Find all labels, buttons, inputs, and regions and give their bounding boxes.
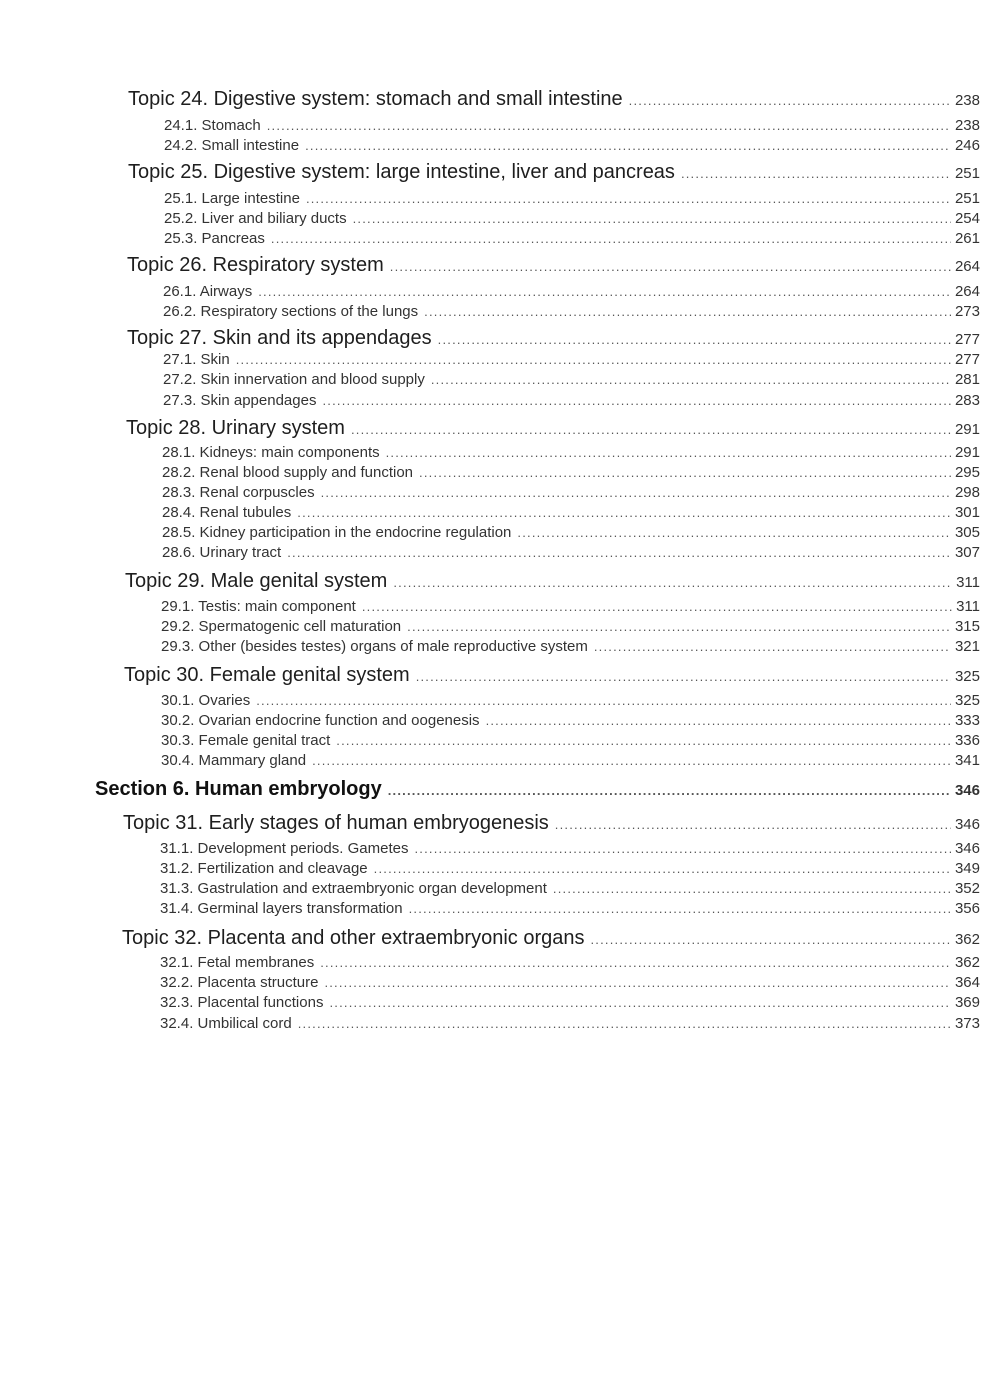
toc-entry-title: 25.3. Pancreas xyxy=(164,230,265,247)
dot-leader xyxy=(681,166,951,181)
toc-topic-row[interactable] xyxy=(122,927,980,950)
toc-entry-title: 24.2. Small intestine xyxy=(164,137,300,154)
toc-entry-title: 31.3. Gastrulation and extraembryonic organ development xyxy=(160,880,547,897)
toc-entry-title: 30.4. Mammary gland xyxy=(161,752,307,769)
toc-subtopic-row[interactable] xyxy=(161,732,980,749)
toc-subtopic-row[interactable] xyxy=(163,371,980,388)
toc-topic-row[interactable] xyxy=(128,161,980,184)
dot-leader xyxy=(409,901,951,916)
toc-topic-row[interactable] xyxy=(123,812,980,835)
dot-leader xyxy=(486,713,951,728)
dot-leader xyxy=(390,259,951,274)
dot-leader xyxy=(393,575,952,590)
dot-leader xyxy=(297,505,951,520)
toc-subtopic-row[interactable] xyxy=(162,444,980,461)
toc-topic-row[interactable] xyxy=(126,417,980,440)
dot-leader xyxy=(322,393,951,408)
toc-page-number: 238 xyxy=(954,117,980,134)
toc-page-number: 369 xyxy=(954,994,980,1011)
toc-entry-title: 29.2. Spermatogenic cell maturation xyxy=(161,618,402,635)
toc-entry-title: 26.2. Respiratory sections of the lungs xyxy=(163,303,419,320)
toc-entry-title: 30.2. Ovarian endocrine function and oogenesis xyxy=(161,712,480,729)
toc-topic-row[interactable] xyxy=(127,254,980,277)
toc-section-row[interactable] xyxy=(95,778,980,801)
toc-page-number: 251 xyxy=(954,165,980,182)
toc-entry-title: 31.2. Fertilization and cleavage xyxy=(160,860,368,877)
toc-entry-title: 31.1. Development periods. Gametes xyxy=(160,840,409,857)
dot-leader xyxy=(336,733,951,748)
toc-page-number: 264 xyxy=(954,258,980,275)
toc-entry-title: 26.1. Airways xyxy=(163,283,253,300)
toc-page-number: 301 xyxy=(954,504,980,521)
toc-page-number: 273 xyxy=(954,303,980,320)
dot-leader xyxy=(351,422,951,437)
toc-subtopic-row[interactable] xyxy=(164,190,980,207)
toc-page-number: 336 xyxy=(954,732,980,749)
dot-leader xyxy=(388,783,951,798)
dot-leader xyxy=(353,211,951,226)
toc-subtopic-row[interactable] xyxy=(164,230,980,247)
toc-subtopic-row[interactable] xyxy=(160,860,980,877)
toc-entry-title: 30.1. Ovaries xyxy=(161,692,251,709)
toc-page-number: 264 xyxy=(954,283,980,300)
dot-leader xyxy=(407,619,951,634)
toc-subtopic-row[interactable] xyxy=(161,692,980,709)
toc-entry-title: 29.1. Testis: main component xyxy=(161,598,356,615)
toc-page-number: 346 xyxy=(954,840,980,857)
toc-subtopic-row[interactable] xyxy=(163,283,980,300)
toc-page-number: 352 xyxy=(954,880,980,897)
toc-entry-title: 28.6. Urinary tract xyxy=(162,544,282,561)
toc-subtopic-row[interactable] xyxy=(162,524,980,541)
toc-subtopic-row[interactable] xyxy=(161,598,980,615)
toc-subtopic-row[interactable] xyxy=(160,954,980,971)
toc-subtopic-row[interactable] xyxy=(164,137,980,154)
toc-entry-title: Topic 25. Digestive system: large intestine, liver and pancreas xyxy=(128,161,675,183)
toc-page-number: 283 xyxy=(954,392,980,409)
toc-subtopic-row[interactable] xyxy=(160,994,980,1011)
dot-leader xyxy=(321,485,951,500)
toc-entry-title: 28.4. Renal tubules xyxy=(162,504,292,521)
toc-topic-row[interactable] xyxy=(127,327,980,350)
toc-page-number: 362 xyxy=(954,954,980,971)
dot-leader xyxy=(329,995,951,1010)
toc-entry-title: 32.3. Placental functions xyxy=(160,994,324,1011)
toc-topic-row[interactable] xyxy=(125,570,980,593)
dot-leader xyxy=(416,669,951,684)
dot-leader xyxy=(258,284,951,299)
dot-leader xyxy=(414,841,951,856)
toc-page-number: 356 xyxy=(954,900,980,917)
toc-entry-title: Topic 24. Digestive system: stomach and small intestine xyxy=(128,88,623,110)
toc-subtopic-row[interactable] xyxy=(161,752,980,769)
toc-page-number: 315 xyxy=(954,618,980,635)
toc-page-number: 277 xyxy=(954,351,980,368)
dot-leader xyxy=(386,445,951,460)
toc-page-number: 346 xyxy=(954,816,980,833)
dot-leader xyxy=(424,304,951,319)
toc-entry-title: 29.3. Other (besides testes) organs of male reproductive system xyxy=(161,638,588,655)
toc-entry-title: 31.4. Germinal layers transformation xyxy=(160,900,403,917)
toc-subtopic-row[interactable] xyxy=(162,544,980,561)
toc-page-number: 325 xyxy=(954,692,980,709)
toc-page-number: 261 xyxy=(954,230,980,247)
toc-entry-title: Topic 27. Skin and its appendages xyxy=(127,327,432,349)
dot-leader xyxy=(374,861,951,876)
toc-subtopic-row[interactable] xyxy=(160,840,980,857)
dot-leader xyxy=(306,191,951,206)
toc-entry-title: Topic 30. Female genital system xyxy=(124,664,410,686)
toc-page-number: 311 xyxy=(956,574,980,591)
toc-page-number: 254 xyxy=(954,210,980,227)
toc-page-number: 364 xyxy=(954,974,980,991)
toc-subtopic-row[interactable] xyxy=(163,303,980,320)
dot-leader xyxy=(419,465,951,480)
toc-page-number: 238 xyxy=(954,92,980,109)
toc-page-number: 333 xyxy=(954,712,980,729)
toc-entry-title: 32.4. Umbilical cord xyxy=(160,1015,292,1032)
toc-entry-title: Topic 28. Urinary system xyxy=(126,417,345,439)
toc-entry-title: 32.1. Fetal membranes xyxy=(160,954,315,971)
toc-subtopic-row[interactable] xyxy=(162,464,980,481)
toc-topic-row[interactable] xyxy=(128,88,980,111)
toc-subtopic-row[interactable] xyxy=(160,1015,980,1032)
toc-page-number: 362 xyxy=(954,931,980,948)
toc-entry-title: Topic 31. Early stages of human embryogenesis xyxy=(123,812,549,834)
toc-page-number: 298 xyxy=(954,484,980,501)
toc-subtopic-row[interactable] xyxy=(161,638,980,655)
dot-leader xyxy=(517,525,951,540)
toc-page-number: 373 xyxy=(954,1015,980,1032)
toc-entry-title: 32.2. Placenta structure xyxy=(160,974,319,991)
dot-leader xyxy=(431,372,951,387)
toc-page-number: 325 xyxy=(954,668,980,685)
toc-subtopic-row[interactable] xyxy=(161,618,980,635)
toc-entry-title: Topic 26. Respiratory system xyxy=(127,254,384,276)
toc-entry-title: 28.2. Renal blood supply and function xyxy=(162,464,414,481)
dot-leader xyxy=(438,332,951,347)
toc-entry-title: 27.2. Skin innervation and blood supply xyxy=(163,371,425,388)
toc-page-number: 311 xyxy=(956,598,980,615)
toc-subtopic-row[interactable] xyxy=(163,392,980,409)
toc-entry-title: 28.5. Kidney participation in the endocrine regulation xyxy=(162,524,512,541)
toc-entry-title: Topic 32. Placenta and other extraembryonic organs xyxy=(122,927,585,949)
toc-entry-title: 30.3. Female genital tract xyxy=(161,732,331,749)
toc-entry-title: 27.3. Skin appendages xyxy=(163,392,317,409)
dot-leader xyxy=(271,231,951,246)
dot-leader xyxy=(287,545,951,560)
dot-leader xyxy=(305,138,951,153)
toc-entry-title: 27.1. Skin xyxy=(163,351,230,368)
toc-page-number: 349 xyxy=(954,860,980,877)
toc-page-number: 291 xyxy=(954,421,980,438)
dot-leader xyxy=(320,955,951,970)
toc-page-number: 251 xyxy=(954,190,980,207)
toc-page-number: 341 xyxy=(954,752,980,769)
toc-page-number: 295 xyxy=(954,464,980,481)
toc-entry-title: 25.2. Liver and biliary ducts xyxy=(164,210,347,227)
toc-entry-title: 28.3. Renal corpuscles xyxy=(162,484,315,501)
toc-subtopic-row[interactable] xyxy=(161,712,980,729)
toc-page-number: 291 xyxy=(954,444,980,461)
toc-subtopic-row[interactable] xyxy=(160,900,980,917)
toc-page-number: 307 xyxy=(954,544,980,561)
dot-leader xyxy=(236,352,951,367)
dot-leader xyxy=(256,693,951,708)
toc-page-number: 305 xyxy=(954,524,980,541)
dot-leader xyxy=(591,932,951,947)
toc-entry-title: 24.1. Stomach xyxy=(164,117,261,134)
dot-leader xyxy=(298,1016,951,1031)
toc-topic-row[interactable] xyxy=(124,664,980,687)
toc-subtopic-row[interactable] xyxy=(164,210,980,227)
toc-subtopic-row[interactable] xyxy=(160,974,980,991)
dot-leader xyxy=(555,817,951,832)
toc-entry-title: 25.1. Large intestine xyxy=(164,190,300,207)
dot-leader xyxy=(594,639,951,654)
dot-leader xyxy=(362,599,952,614)
toc-entry-title: Section 6. Human embryology xyxy=(95,778,382,800)
toc-page-number: 246 xyxy=(954,137,980,154)
toc-subtopic-row[interactable] xyxy=(163,351,980,368)
toc-subtopic-row[interactable] xyxy=(164,117,980,134)
dot-leader xyxy=(324,975,951,990)
toc-page-number: 346 xyxy=(954,782,980,799)
dot-leader xyxy=(267,118,951,133)
toc-subtopic-row[interactable] xyxy=(162,484,980,501)
toc-page-number: 321 xyxy=(954,638,980,655)
toc-entry-title: Topic 29. Male genital system xyxy=(125,570,388,592)
toc-entry-title: 28.1. Kidneys: main components xyxy=(162,444,380,461)
dot-leader xyxy=(553,881,951,896)
dot-leader xyxy=(312,753,951,768)
toc-subtopic-row[interactable] xyxy=(162,504,980,521)
toc-page-number: 281 xyxy=(954,371,980,388)
dot-leader xyxy=(629,93,951,108)
toc-subtopic-row[interactable] xyxy=(160,880,980,897)
toc-page-number: 277 xyxy=(954,331,980,348)
